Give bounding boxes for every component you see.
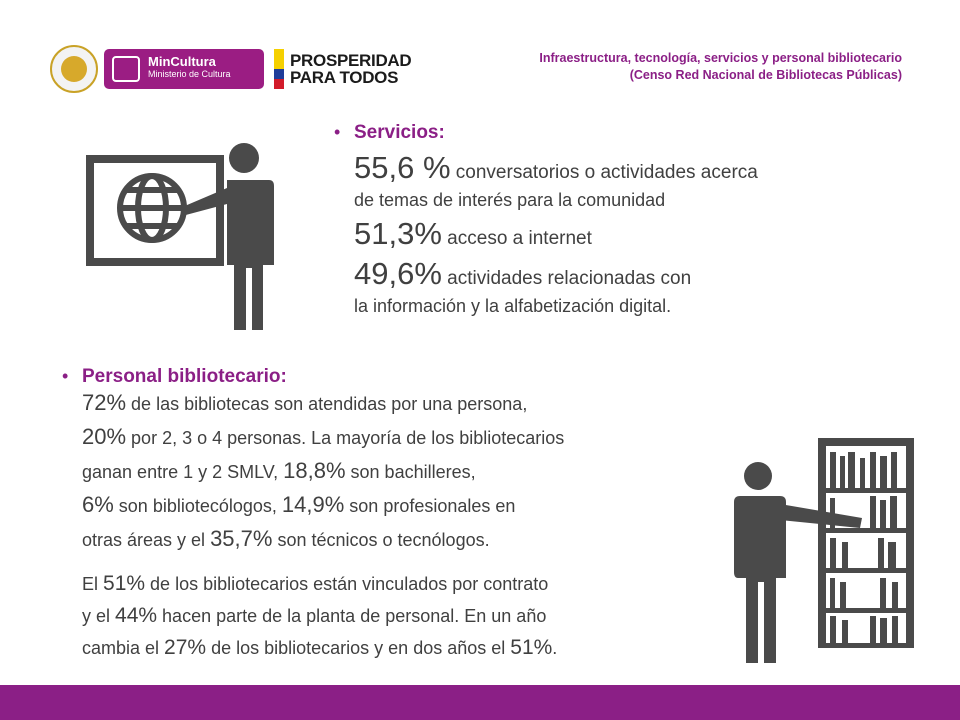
- bullet-dot: •: [334, 122, 341, 142]
- servicios-title: Servicios:: [354, 122, 445, 143]
- servicio-item: [354, 216, 758, 252]
- prosperidad-logo: [274, 49, 411, 89]
- servicio-text: conversatorios o actividades acerca: [450, 162, 758, 183]
- stat-percent: 51%: [510, 636, 553, 659]
- servicio-item: [354, 150, 758, 186]
- prosperidad-line2: PARA TODOS: [290, 68, 399, 87]
- mincultura-logo: [104, 49, 264, 89]
- personal-line: [82, 490, 564, 524]
- stat-percent: 20%: [82, 424, 127, 449]
- title-line2: (Censo Red Nacional de Bibliotecas Públicas): [629, 68, 902, 82]
- minc-title: MinCultura: [148, 54, 216, 69]
- stat-text: de las bibliotecas son atendidas por una persona,: [126, 394, 528, 414]
- personal-line: [82, 524, 564, 558]
- para-text: El: [82, 574, 104, 594]
- prosperidad-line1: PROSPERIDAD: [290, 51, 412, 70]
- servicio-text: acceso a internet: [441, 228, 592, 249]
- stat-percent: 6%: [82, 492, 114, 517]
- servicio-percent: 51,3%: [354, 216, 442, 251]
- stat-text: otras áreas y el: [82, 530, 211, 550]
- para-text: de los bibliotecarios y en dos años el: [206, 638, 511, 658]
- servicio-text-cont: la información y la alfabetización digital.: [354, 296, 672, 316]
- personal-line: [82, 388, 564, 422]
- colombia-flag-icon: [274, 49, 284, 89]
- stat-text: son técnicos o tecnólogos.: [272, 530, 490, 550]
- personal-title: Personal bibliotecario:: [82, 366, 287, 387]
- servicio-percent: 49,6%: [354, 256, 442, 291]
- stat-text: son bibliotecólogos,: [113, 496, 282, 516]
- stat-percent: 14,9%: [281, 492, 345, 517]
- personal-line: [82, 456, 564, 490]
- presenter-globe-icon: [84, 140, 284, 330]
- stat-percent: 72%: [82, 390, 127, 415]
- footer-bar: [0, 685, 960, 720]
- servicio-item: [354, 256, 758, 292]
- stat-percent: 18,8%: [283, 458, 346, 483]
- contrato-paragraph: [82, 568, 557, 664]
- stat-percent: 51%: [103, 572, 146, 595]
- para-text: de los bibliotecarios están vinculados por contrato: [145, 574, 549, 594]
- personal-section: [62, 366, 565, 558]
- para-text: hacen parte de la planta de personal. En un año: [157, 606, 547, 626]
- para-text: y el: [82, 606, 116, 626]
- contrato-line: [82, 568, 557, 600]
- servicio-percent: 55,6 %: [354, 150, 451, 185]
- stat-percent: 44%: [115, 604, 158, 627]
- bullet-dot: •: [62, 366, 69, 386]
- title-line1: Infraestructura, tecnología, servicios y personal bibliotecario: [539, 51, 902, 65]
- stat-percent: 27%: [164, 636, 207, 659]
- servicios-section: [334, 122, 758, 318]
- contrato-line: [82, 600, 557, 632]
- stat-text: son profesionales en: [344, 496, 516, 516]
- person-bookshelf-icon: [730, 438, 930, 668]
- personal-line: [82, 422, 564, 456]
- stat-text: son bachilleres,: [345, 462, 476, 482]
- stat-text: ganan entre 1 y 2 SMLV,: [82, 462, 284, 482]
- servicio-text: actividades relacionadas con: [441, 268, 692, 289]
- para-text: cambia el: [82, 638, 165, 658]
- minc-subtitle: Ministerio de Cultura: [148, 69, 231, 79]
- contrato-line: [82, 632, 557, 664]
- colombia-seal-logo: [50, 45, 98, 93]
- servicio-text-cont: de temas de interés para la comunidad: [354, 190, 666, 210]
- para-text: .: [552, 638, 558, 658]
- stat-percent: 35,7%: [210, 526, 273, 551]
- logo-area: [50, 46, 411, 92]
- stat-text: por 2, 3 o 4 personas. La mayoría de los bibliotecarios: [126, 428, 565, 448]
- page-title: [539, 50, 902, 84]
